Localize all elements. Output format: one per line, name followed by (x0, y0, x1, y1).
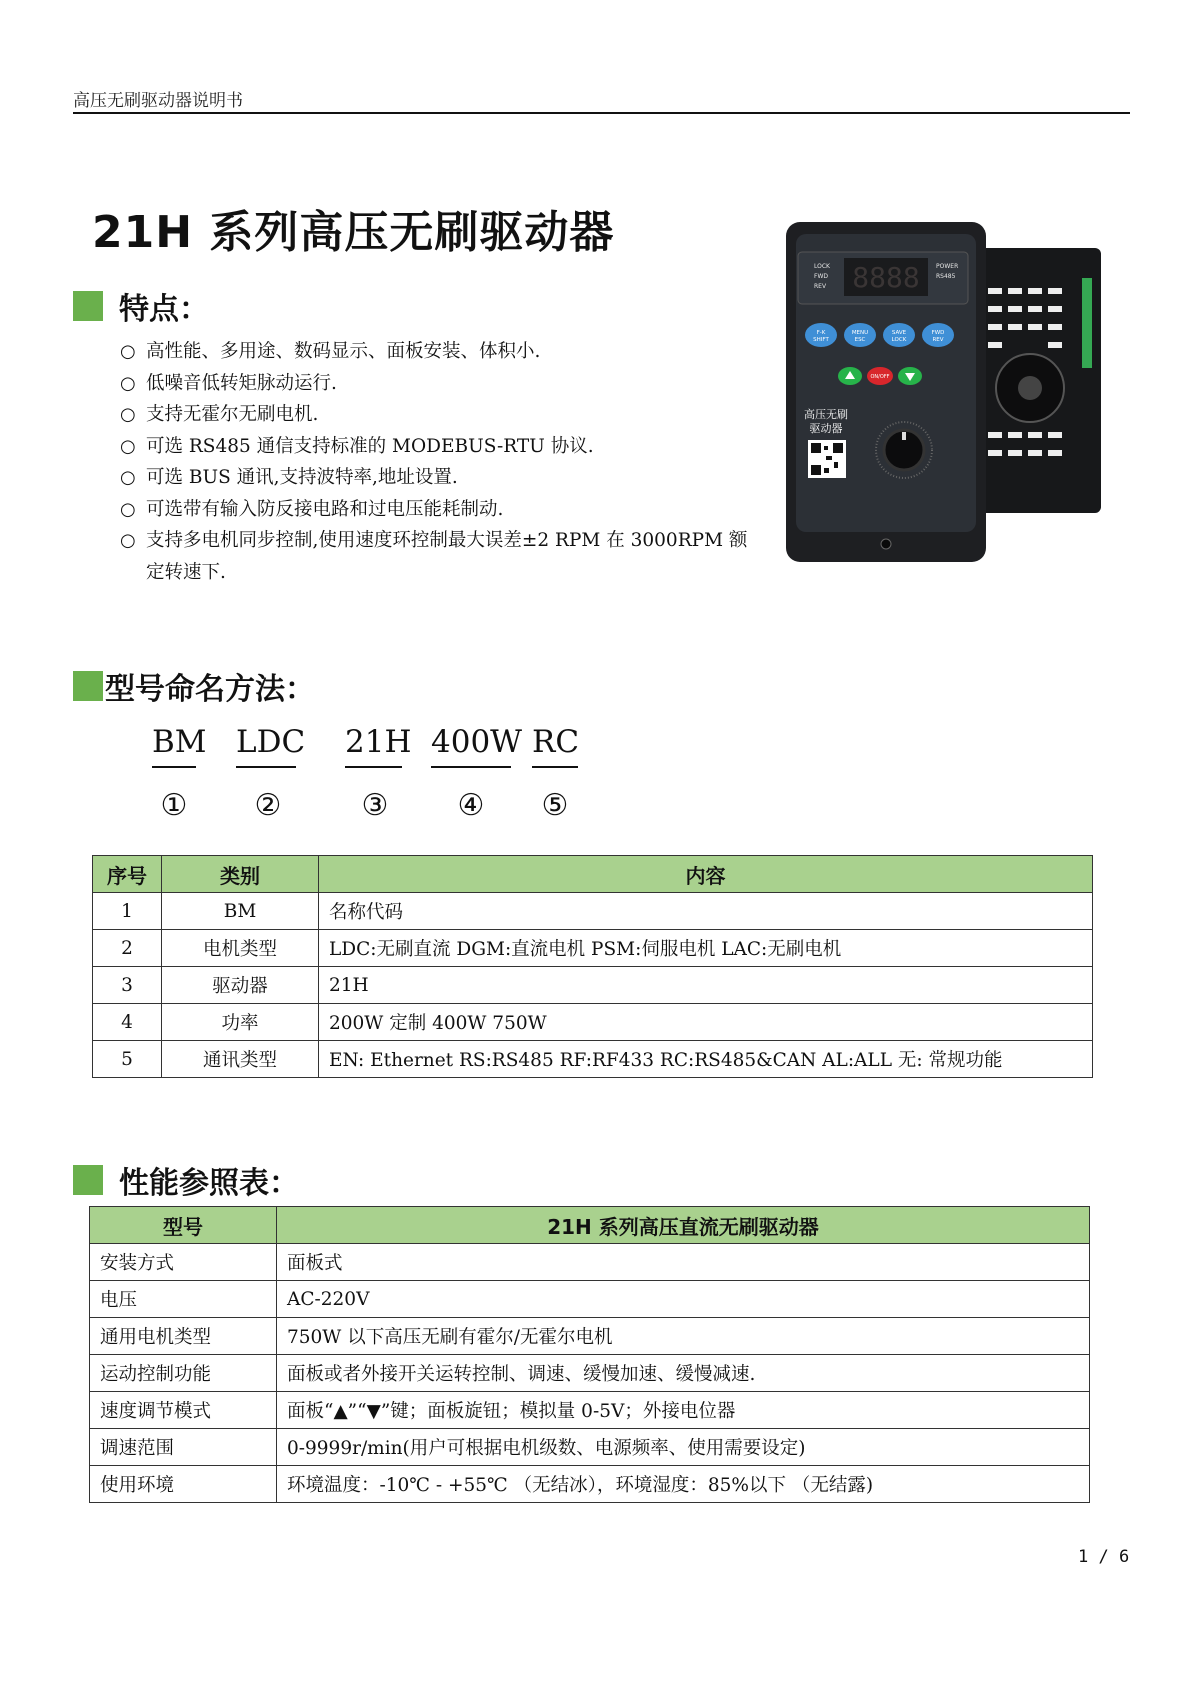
circle-bullet-icon: ○ (120, 341, 136, 362)
table-header: 内容 (319, 856, 1093, 893)
svg-text:REV: REV (932, 337, 944, 343)
features-heading (73, 284, 209, 328)
circle-bullet-icon: ○ (120, 467, 136, 488)
circle-bullet-icon: ○ (120, 498, 136, 520)
header-rule (73, 112, 1130, 114)
table-header: 型号 (90, 1207, 277, 1244)
table-row: 调速范围 0-9999r/min(用户可根据电机级数、电源频率、使用需要设定) (90, 1429, 1090, 1466)
segment-index: ② (254, 788, 282, 823)
table-row: 3 驱动器 21H (93, 967, 1093, 1004)
naming-heading-text: 型号命名方法： (105, 672, 315, 707)
svg-text:MENU: MENU (851, 330, 869, 336)
terminal-block (1082, 278, 1092, 368)
table-header: 序号 (93, 856, 162, 893)
led-digits: 8888 (852, 261, 920, 294)
model-code-segment: 400W (431, 724, 511, 768)
document-header-title: 高压无刷驱动器说明书 (73, 91, 243, 111)
performance-table (89, 1206, 1090, 1503)
feature-item: ○ 高性能、多用途、数码显示、面板安装、体积小. (120, 336, 760, 368)
performance-heading-text: 性能参照表： (119, 1166, 299, 1201)
table-header: 类别 (162, 856, 319, 893)
svg-text:LOCK: LOCK (891, 337, 907, 343)
table-row: 速度调节模式 面板“▲”“▼”键；面板旋钮；模拟量 0-5V；外接电位器 (90, 1392, 1090, 1429)
svg-text:ON/OFF: ON/OFF (870, 374, 890, 380)
model-code-segment: LDC (236, 724, 296, 768)
table-row: 运动控制功能 面板或者外接开关运转控制、调速、缓慢加速、缓慢减速. (90, 1355, 1090, 1392)
circle-bullet-icon: ○ (120, 372, 136, 394)
svg-text:FWD: FWD (931, 330, 945, 336)
svg-text:LOCK: LOCK (814, 263, 830, 270)
driver-device-image (786, 218, 1104, 568)
feature-item: ○ 可选 RS485 通信支持标准的 MODEBUS-RTU 协议. (120, 431, 760, 463)
table-row: 2 电机类型 LDC:无刷直流 DGM:直流电机 PSM:伺服电机 LAC:无刷电机 (93, 930, 1093, 967)
feature-item: ○ 支持无霍尔无刷电机. (120, 399, 760, 431)
features-heading-text: 特点： (119, 292, 209, 327)
svg-text:驱动器: 驱动器 (809, 422, 843, 435)
segment-index: ④ (457, 788, 485, 823)
model-code-segment: RC (532, 724, 578, 768)
section-marker-icon (73, 671, 103, 701)
svg-text:FWD: FWD (814, 273, 829, 280)
model-code-segment: 21H (345, 724, 402, 768)
feature-item: ○ 可选带有输入防反接电路和过电压能耗制动. (120, 494, 760, 526)
mounting-hole-icon (881, 539, 891, 549)
circle-bullet-icon: ○ (120, 435, 136, 457)
model-code-segment: BM (152, 724, 196, 768)
page-title: 21H 系列高压无刷驱动器 (92, 207, 615, 258)
svg-text:REV: REV (814, 283, 827, 290)
feature-item: ○ 支持多电机同步控制,使用速度环控制最大误差±2 RPM 在 3000RPM 额定转速下. (120, 525, 760, 588)
segment-index: ⑤ (541, 788, 569, 823)
naming-heading (73, 664, 315, 708)
page-number: 1 / 6 (1078, 1547, 1130, 1567)
segment-index: ③ (361, 788, 389, 823)
svg-text:高压无刷: 高压无刷 (804, 408, 848, 421)
segment-index: ① (160, 788, 188, 823)
table-header: 21H 系列高压直流无刷驱动器 (277, 1207, 1090, 1244)
svg-text:SAVE: SAVE (891, 330, 907, 336)
feature-item: ○ 低噪音低转矩脉动运行. (120, 368, 760, 400)
table-row: 4 功率 200W 定制 400W 750W (93, 1004, 1093, 1041)
table-row: 通用电机类型 750W 以下高压无刷有霍尔/无霍尔电机 (90, 1318, 1090, 1355)
circle-bullet-icon: ○ (120, 530, 136, 551)
features-list (120, 336, 760, 588)
model-naming-table (92, 855, 1093, 1078)
performance-heading (73, 1158, 299, 1202)
table-row: 使用环境 环境温度：-10℃ - +55℃ （无结冰），环境湿度：85%以下 （无结露) (90, 1466, 1090, 1503)
svg-text:POWER: POWER (936, 263, 959, 270)
table-row: 1 BM 名称代码 (93, 893, 1093, 930)
feature-item: ○ 可选 BUS 通讯,支持波特率,地址设置. (120, 462, 760, 494)
circle-bullet-icon: ○ (120, 404, 136, 425)
table-row: 5 通讯类型 EN: Ethernet RS:RS485 RF:RF433 RC:RS485&CAN AL:ALL 无: 常规功能 (93, 1041, 1093, 1078)
section-marker-icon (73, 1165, 103, 1195)
svg-text:RS485: RS485 (936, 273, 956, 280)
svg-text:SHIFT: SHIFT (813, 337, 829, 343)
section-marker-icon (73, 291, 103, 321)
svg-text:F-K: F-K (816, 330, 826, 336)
table-row: 安装方式 面板式 (90, 1244, 1090, 1281)
svg-text:ESC: ESC (854, 337, 866, 343)
table-row: 电压 AC-220V (90, 1281, 1090, 1318)
